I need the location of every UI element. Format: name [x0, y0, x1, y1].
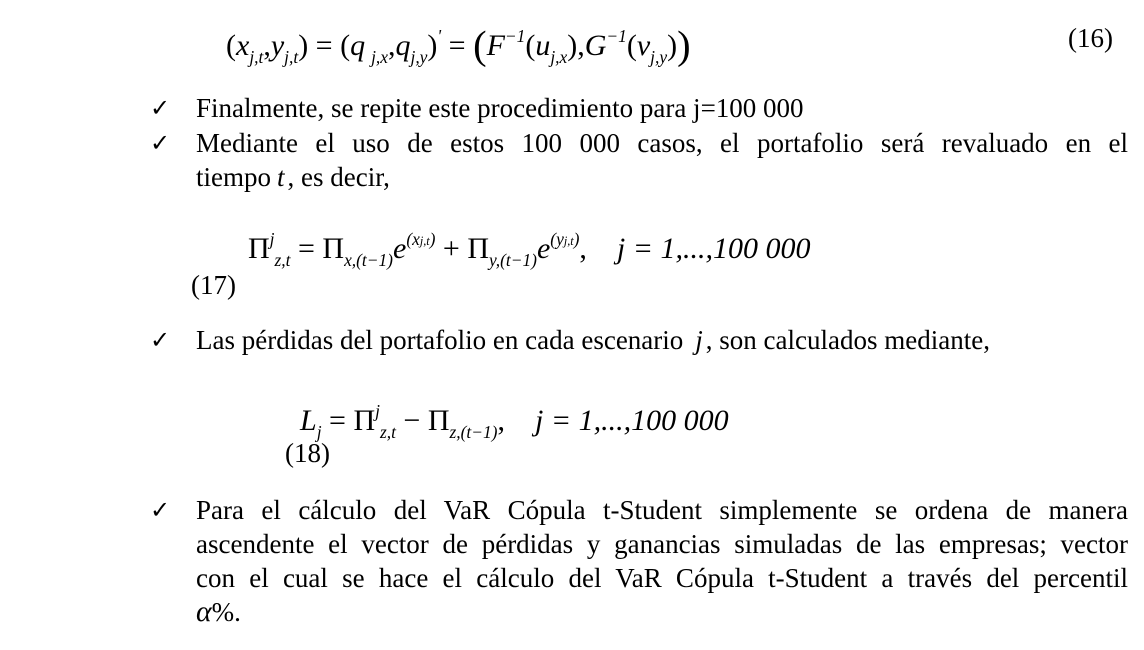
eq17-x-subscript: x,(t−1) [344, 249, 393, 270]
eq16-F-inverse: −1 [504, 26, 526, 46]
bullet-text: Finalmente, se repite este procedimiento para j=100 000 [196, 93, 804, 123]
eq18-Pi-prev: Π [427, 404, 450, 438]
checkmark-icon: ✓ [150, 326, 171, 354]
bullet-text-line-3: con el cual se hace el cálculo del VaR Cópula t-Student a través del percentil [196, 563, 1128, 593]
eq17-Pi-x: Π [322, 232, 345, 266]
bullet-text-prefix: tiempo [196, 162, 271, 192]
checkmark-icon: ✓ [150, 129, 171, 157]
eq16-v-subscript: j,y [650, 46, 668, 67]
bullet-text-line-4 [196, 595, 1128, 629]
eq17-Pi-y: Π [467, 232, 490, 266]
eq17-e2: e [536, 232, 551, 266]
eq18-j-superscript: j [375, 401, 380, 421]
eq17-e1: e [392, 232, 407, 266]
equation-18: $L_j = \Pi^j_{z,t} - \Pi_{z,(t-1)}$, j = 1,...,100 000 [300, 401, 729, 442]
eq16-G: G [584, 29, 607, 63]
eq16-u-subscript: j,x [550, 46, 568, 67]
percent-text: %. [211, 597, 241, 627]
checkmark-icon: ✓ [150, 496, 171, 524]
eq16-G-inverse: −1 [606, 26, 627, 46]
bullet-text-prefix: Las pérdidas del portafolio en cada escenario [196, 325, 684, 355]
eq18-range: j = 1,...,100 000 [534, 404, 729, 438]
equation-17-number: (17) [191, 270, 236, 300]
eq16-v: v [636, 29, 651, 63]
eq16-y-subscript: j,t [284, 46, 299, 67]
eq16-q1: q [350, 29, 366, 63]
eq17-exp-x-subscript: j,t [419, 234, 430, 248]
eq17-z-subscript: z,t [274, 249, 291, 270]
eq17-range: j = 1,...,100 000 [616, 232, 811, 266]
eq17-Pi: Π [248, 232, 270, 266]
checkmark-icon: ✓ [150, 94, 171, 122]
eq18-L: L [300, 404, 317, 438]
eq18-z-prev-subscript: z,(t−1) [449, 421, 498, 442]
bullet-text-line-2: ascendente el vector de pérdidas y ganancias simuladas de las empresas; vector [196, 529, 1128, 559]
eq17-exp-x-close: ) [429, 229, 436, 249]
eq17-exp-y-subscript: j,t [563, 234, 574, 248]
bullet-item-losses [150, 323, 1130, 357]
eq16-x: x [236, 29, 250, 63]
bullet-text [196, 323, 1128, 357]
eq16-F: F [486, 29, 505, 63]
equation-16-number: (16) [1068, 23, 1113, 53]
bullet-text-line-2 [196, 160, 1128, 194]
eq16-q2: q [395, 29, 411, 63]
eq17-exp-x: (x [406, 229, 420, 249]
eq16-u: u [535, 29, 551, 63]
eq16-transpose: ' [437, 26, 442, 46]
bullet-item-repeat [150, 91, 1130, 125]
variable-t: t [277, 162, 285, 192]
equation-18-number: (18) [285, 438, 330, 468]
bullet-item-var-calculation [150, 493, 1130, 629]
bullet-text-suffix: , es decir, [287, 162, 390, 192]
eq18-z-subscript: z,t [379, 421, 396, 442]
eq17-j-superscript: j [269, 229, 275, 249]
bullet-text-line-1: Para el cálculo del VaR Cópula t-Student simplemente se ordena de manera [196, 495, 1128, 525]
eq18-Pi: Π [353, 404, 376, 438]
variable-j: j [695, 325, 703, 355]
eq16-y: y [270, 29, 285, 63]
bullet-item-revaluation [150, 126, 1130, 194]
eq16-q1-subscript: j,x [371, 46, 388, 67]
bullet-text-line-1: Mediante el uso de estos 100 000 casos, el portafolio será revaluado en el [196, 128, 1128, 158]
eq17-exp-y: (y [550, 229, 564, 249]
eq17-exp-y-close: ) [573, 229, 580, 249]
eq16-q2-subscript: j,y [410, 46, 428, 67]
equation-16: $(x_{j,t},y_{j,t}) = (q$ $_{j,x},q_{j,y})' = (F^{-1}(u_{j,x}),G^{-1}(v_{j,y}))$ [226, 22, 691, 68]
equation-17: $\Pi^j_{z,t} = \Pi_{x,(t-1)}e^{(xj,t)} + \Pi_{y,(t-1)}e^{(yj,t)}$, j = 1,...,100 000 [248, 229, 811, 270]
eq17-y-subscript: y,(t−1) [489, 249, 537, 270]
variable-alpha: α [196, 596, 212, 628]
eq18-L-subscript: j [316, 421, 322, 442]
eq16-x-subscript: j,t [249, 46, 264, 67]
bullet-text-suffix: , son calculados mediante, [705, 325, 990, 355]
